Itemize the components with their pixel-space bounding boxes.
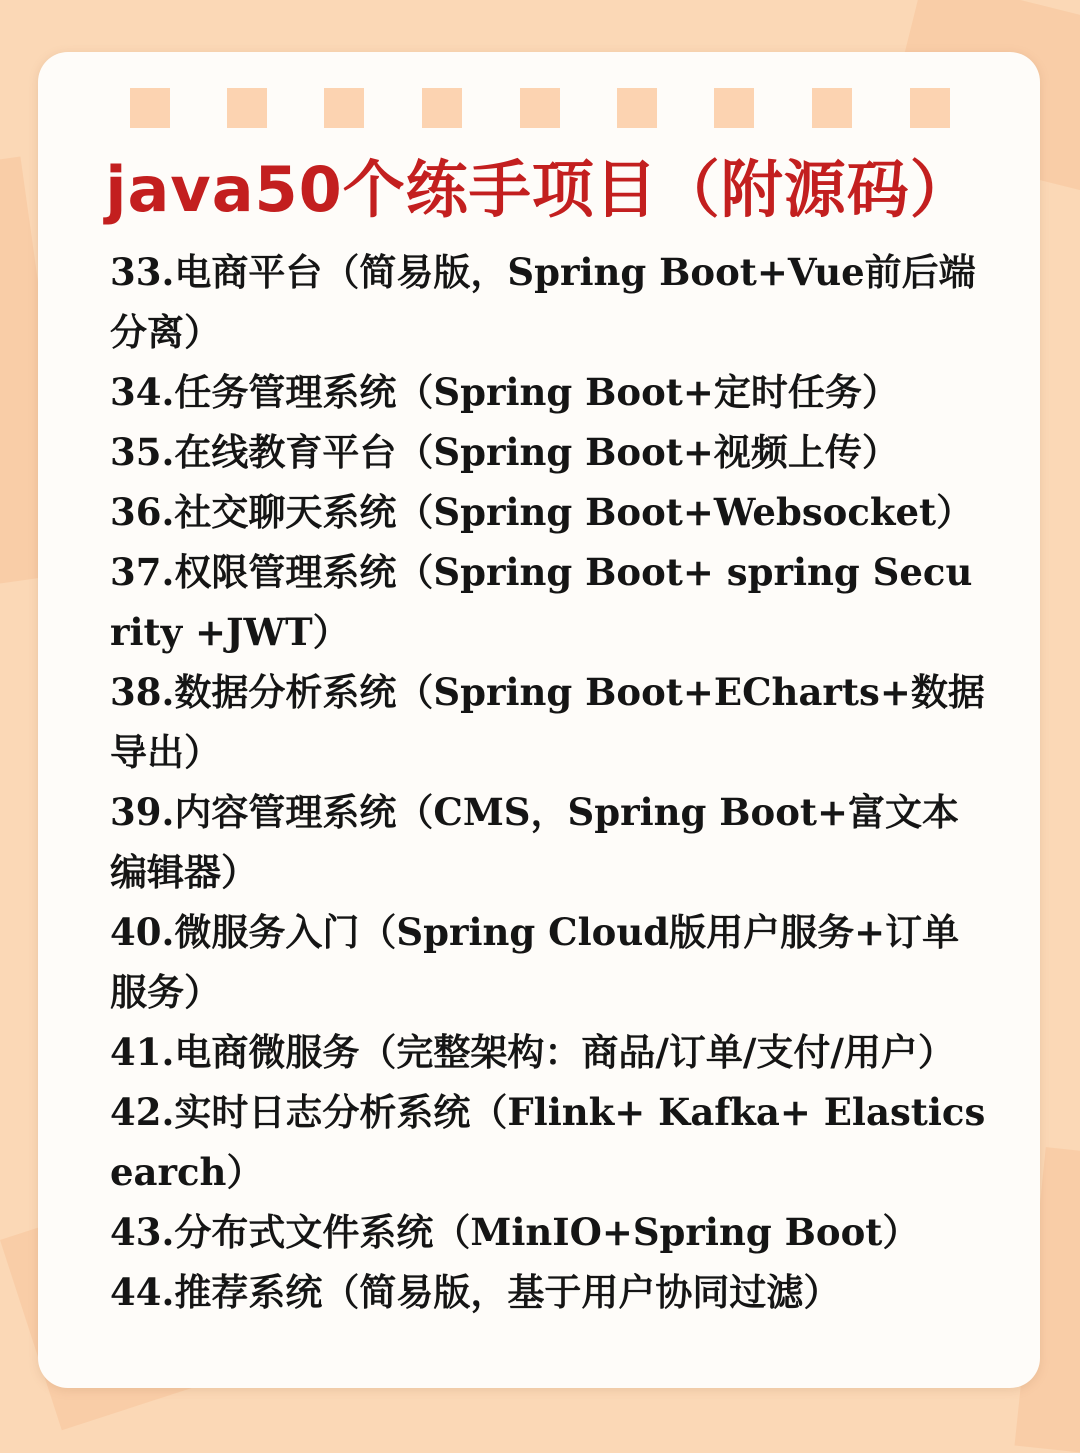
list-item: 43.分布式文件系统（MinIO+Spring Boot） — [110, 1210, 920, 1254]
list-item: 44.推荐系统（简易版，基于用户协同过滤） — [110, 1270, 841, 1314]
list-item: 40.微服务入门（Spring Cloud版用户服务+订单服务） — [110, 910, 960, 1014]
binder-hole — [617, 88, 657, 128]
list-item: 33.电商平台（简易版，Spring Boot+Vue前后端分离） — [110, 250, 976, 354]
list-item: 35.在线教育平台（Spring Boot+视频上传） — [110, 430, 899, 474]
list-item: 38.数据分析系统（Spring Boot+ECharts+数据导出） — [110, 670, 985, 774]
list-item: 39.内容管理系统（CMS，Spring Boot+富文本编辑器） — [110, 790, 960, 894]
binder-hole — [910, 88, 950, 128]
list-item: 36.社交聊天系统（Spring Boot+Websocket） — [110, 490, 974, 534]
binder-hole — [812, 88, 852, 128]
list-item: 41.电商微服务（完整架构：商品/订单/支付/用户） — [110, 1030, 955, 1074]
project-list — [110, 242, 990, 1322]
list-item: 37.权限管理系统（Spring Boot+ spring Security +JWT） — [110, 550, 973, 654]
binder-hole — [422, 88, 462, 128]
binder-hole — [324, 88, 364, 128]
binder-hole — [227, 88, 267, 128]
binder-hole — [130, 88, 170, 128]
note-card — [38, 52, 1040, 1388]
page-title: java50个练手项目（附源码） — [105, 153, 973, 226]
list-item: 42.实时日志分析系统（Flink+ Kafka+ Elasticsearch） — [110, 1090, 986, 1194]
binder-hole — [714, 88, 754, 128]
list-item: 34.任务管理系统（Spring Boot+定时任务） — [110, 370, 899, 414]
binder-hole — [520, 88, 560, 128]
binder-holes — [130, 88, 950, 128]
